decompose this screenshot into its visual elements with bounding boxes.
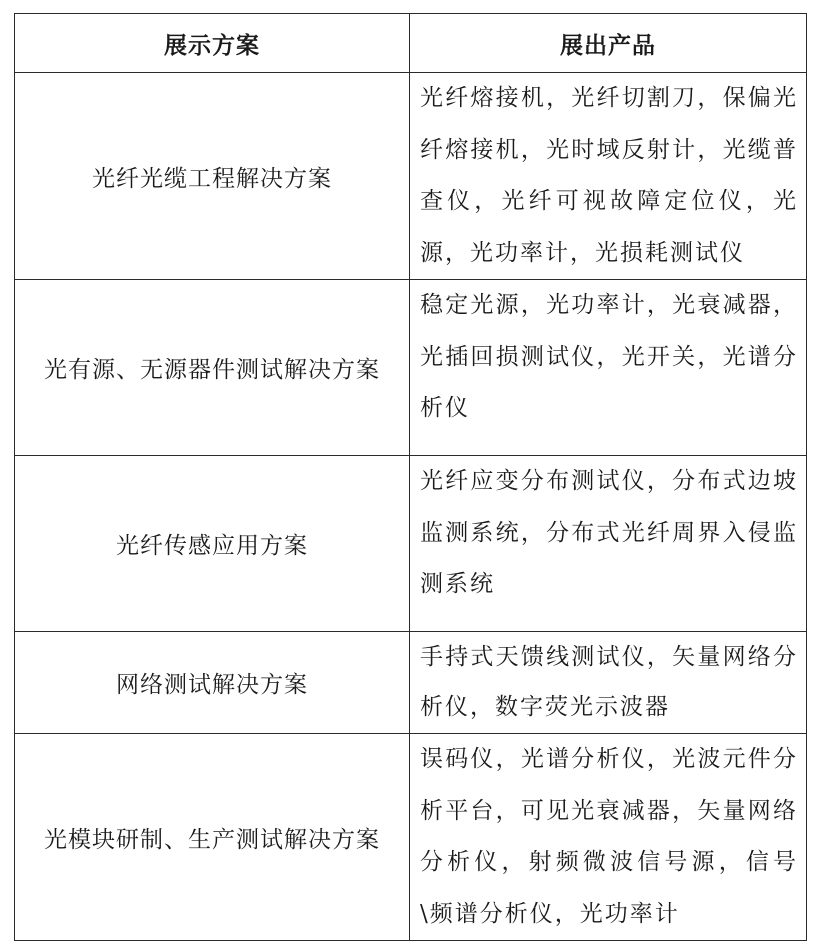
products-cell: 手持式天馈线测试仪，矢量网络分析仪，数字荧光示波器 xyxy=(410,632,807,734)
header-scheme: 展示方案 xyxy=(15,14,410,73)
scheme-cell: 光有源、无源器件测试解决方案 xyxy=(15,280,410,456)
scheme-cell: 光纤传感应用方案 xyxy=(15,456,410,632)
products-cell: 稳定光源，光功率计，光衰减器，光插回损测试仪，光开关，光谱分析仪 xyxy=(410,280,807,456)
exhibition-table xyxy=(14,13,807,941)
table-row xyxy=(15,73,807,280)
table-row xyxy=(15,632,807,734)
table-row xyxy=(15,734,807,941)
table-row xyxy=(15,280,807,456)
products-cell: 误码仪，光谱分析仪，光波元件分析平台，可见光衰减器，矢量网络分析仪，射频微波信号源，信号\频谱分析仪，光功率计 xyxy=(410,734,807,941)
products-cell: 光纤应变分布测试仪，分布式边坡监测系统，分布式光纤周界入侵监测系统 xyxy=(410,456,807,632)
scheme-cell: 网络测试解决方案 xyxy=(15,632,410,734)
table-row xyxy=(15,456,807,632)
scheme-cell: 光模块研制、生产测试解决方案 xyxy=(15,734,410,941)
scheme-cell: 光纤光缆工程解决方案 xyxy=(15,73,410,280)
products-cell: 光纤熔接机，光纤切割刀，保偏光纤熔接机，光时域反射计，光缆普查仪，光纤可视故障定位仪，光源，光功率计，光损耗测试仪 xyxy=(410,73,807,280)
table-header-row xyxy=(15,14,807,73)
header-products: 展出产品 xyxy=(410,14,807,73)
